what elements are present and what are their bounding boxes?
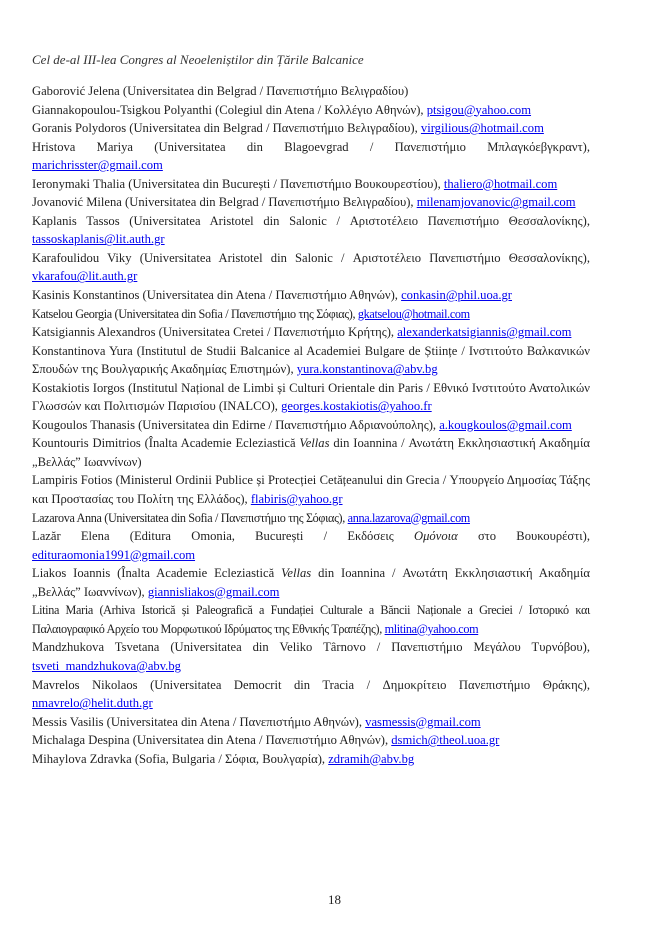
- participant-list: [32, 82, 590, 768]
- page-number: 18: [328, 892, 341, 907]
- list-item: Messis Vasilis (Universitatea din Atena / Πανεπιστήμιο Αθηνών), vasmessis@gmail.com: [32, 714, 481, 729]
- list-item: Lampiris Fotios (Ministerul Ordinii Publice și Protecției Cetățeanului din Grecia / Υπουργείο Δημοσίας Τάξης και Προστασίας του Πολίτη της Ελλάδος), flabiris@yahoo.gr: [32, 473, 590, 507]
- list-item: Karafoulidou Viky (Universitatea Aristotel din Salonic / Αριστοτέλειο Πανεπιστήμιο Θεσσαλονίκης), vkarafou@lit.auth.gr: [32, 250, 590, 284]
- list-item: Katsigiannis Alexandros (Universitatea Cretei / Πανεπιστήμιο Κρήτης), alexanderkatsigiannis@gmail.com: [32, 325, 572, 340]
- email-link[interactable]: tsveti_mandzhukova@abv.bg: [32, 658, 181, 673]
- list-item: Kasinis Konstantinos (Universitatea din Atena / Πανεπιστήμιο Αθηνών), conkasin@phil.uoa.gr: [32, 288, 513, 303]
- email-link[interactable]: thaliero@hotmail.com: [443, 176, 558, 191]
- list-item: Kaplanis Tassos (Universitatea Aristotel din Salonic / Αριστοτέλειο Πανεπιστήμιο Θεσσαλονίκης), tassoskaplanis@lit.auth.gr: [32, 213, 590, 247]
- email-link[interactable]: flabiris@yahoo.gr: [250, 492, 343, 507]
- list-item: Gaborović Jelena (Universitatea din Belgrad / Πανεπιστήμιο Βελιγραδίου): [32, 84, 409, 98]
- list-item: Kostakiotis Iorgos (Institutul Național de Limbi și Culturi Orientale din Paris / Εθνικό Ινστιτούτο Ανατολικών Γλωσσών και Πολιτισμών Παρισίου (INALCO), georges.kostakiotis@yahoo.fr: [32, 380, 590, 414]
- running-header: Cel de-al III-lea Congres al Neoeleniștilor din Țările Balcanice: [32, 52, 364, 67]
- email-link[interactable]: vkarafou@lit.auth.gr: [32, 269, 138, 284]
- list-item: Michalaga Despina (Universitatea din Atena / Πανεπιστήμιο Αθηνών), dsmich@theol.uoa.gr: [32, 733, 500, 748]
- list-item: Mandzhukova Tsvetana (Universitatea din Veliko Târnovo / Πανεπιστήμιο Μεγάλου Τυρνόβου), tsveti_mandzhukova@abv.bg: [32, 640, 590, 673]
- email-link[interactable]: nmavrelo@helit.duth.gr: [32, 696, 153, 711]
- list-item: Liakos Ioannis (Înalta Academie Ecleziastică Vellas din Ioannina / Ανωτάτη Εκκλησιαστική Ακαδημία „Βελλάς” Ιωαννίνων), giannisliakos@gmail.com: [32, 566, 590, 599]
- email-link[interactable]: edituraomonia1991@gmail.com: [32, 547, 196, 562]
- email-link[interactable]: conkasin@phil.uoa.gr: [401, 288, 513, 303]
- email-link[interactable]: mlitina@yahoo.com: [384, 621, 479, 636]
- email-link[interactable]: a.kougkoulos@gmail.com: [439, 417, 572, 432]
- email-link[interactable]: gkatselou@hotmail.com: [357, 306, 470, 321]
- list-item: Mavrelos Nikolaos (Universitatea Democrit din Tracia / Δημοκρίτειο Πανεπιστήμιο Θράκης), nmavrelo@helit.duth.gr: [32, 677, 590, 711]
- list-item: Litina Maria (Arhiva Istorică și Paleografică a Fundației Culturale a Băncii Naționale a Greciei / Ιστορικό και Παλαιογραφικό Αρχείο του Μορφωτικού Ιδρύματος της Εθνικής Τραπέζης), mlitina@yahoo.com: [32, 603, 590, 636]
- list-item: Mihaylova Zdravka (Sofia, Bulgaria / Σόφια, Βουλγαρία), zdramih@abv.bg: [32, 751, 415, 766]
- list-item: Lazarova Anna (Universitatea din Sofia / Πανεπιστήμιο της Σόφιας), anna.lazarova@gmail.com: [32, 510, 470, 525]
- email-link[interactable]: marichrisster@gmail.com: [32, 158, 163, 173]
- email-link[interactable]: tassoskaplanis@lit.auth.gr: [32, 232, 165, 247]
- email-link[interactable]: ptsigou@yahoo.com: [426, 102, 532, 117]
- email-link[interactable]: zdramih@abv.bg: [328, 751, 415, 766]
- email-link[interactable]: yura.konstantinova@abv.bg: [296, 362, 438, 377]
- list-item: Kougoulos Thanasis (Universitatea din Edirne / Πανεπιστήμιο Αδριανούπολης), a.kougkoulos@gmail.com: [32, 417, 572, 432]
- list-item: Jovanović Milena (Universitatea din Belgrad / Πανεπιστήμιο Βελιγραδίου), milenamjovanovic@gmail.com: [32, 195, 576, 210]
- list-item: Hristova Mariya (Universitatea din Blagoevgrad / Πανεπιστήμιο Μπλαγκόεβγκραντ), marichrisster@gmail.com: [32, 139, 590, 173]
- email-link[interactable]: virgilious@hotmail.com: [420, 121, 544, 136]
- list-item: Katselou Georgia (Universitatea din Sofia / Πανεπιστήμιο της Σόφιας), gkatselou@hotmail.com: [32, 306, 470, 321]
- email-link[interactable]: anna.lazarova@gmail.com: [347, 510, 470, 525]
- email-link[interactable]: alexanderkatsigiannis@gmail.com: [397, 325, 572, 340]
- email-link[interactable]: vasmessis@gmail.com: [365, 714, 481, 729]
- list-item: Lazăr Elena (Editura Omonia, București / Εκδόσεις Ομόνοια στο Βουκουρέστι), edituraomonia1991@gmail.com: [32, 529, 590, 562]
- list-item: Ieronymaki Thalia (Universitatea din București / Πανεπιστήμιο Βουκουρεστίου), thaliero@hotmail.com: [32, 176, 558, 191]
- list-item: Kountouris Dimitrios (Înalta Academie Ecleziastică Vellas din Ioannina / Ανωτάτη Εκκλησιαστική Ακαδημία „Βελλάς” Ιωαννίνων): [32, 436, 590, 469]
- email-link[interactable]: dsmich@theol.uoa.gr: [391, 733, 500, 748]
- email-link[interactable]: milenamjovanovic@gmail.com: [416, 195, 576, 210]
- list-item: Goranis Polydoros (Universitatea din Belgrad / Πανεπιστήμιο Βελιγραδίου), virgilious@hotmail.com: [32, 121, 544, 136]
- list-item: Konstantinova Yura (Institutul de Studii Balcanice al Academiei Bulgare de Științe / Ινστιτούτο Βαλκανικών Σπουδών της Βουλγαρικής Ακαδημίας Επιστημών), yura.konstantinova@abv.bg: [32, 343, 590, 377]
- list-item: Giannakopoulou-Tsigkou Polyanthi (Colegiul din Atena / Κολλέγιο Αθηνών), ptsigou@yahoo.com: [32, 102, 532, 117]
- email-link[interactable]: georges.kostakiotis@yahoo.fr: [281, 399, 432, 414]
- email-link[interactable]: giannisliakos@gmail.com: [147, 584, 280, 599]
